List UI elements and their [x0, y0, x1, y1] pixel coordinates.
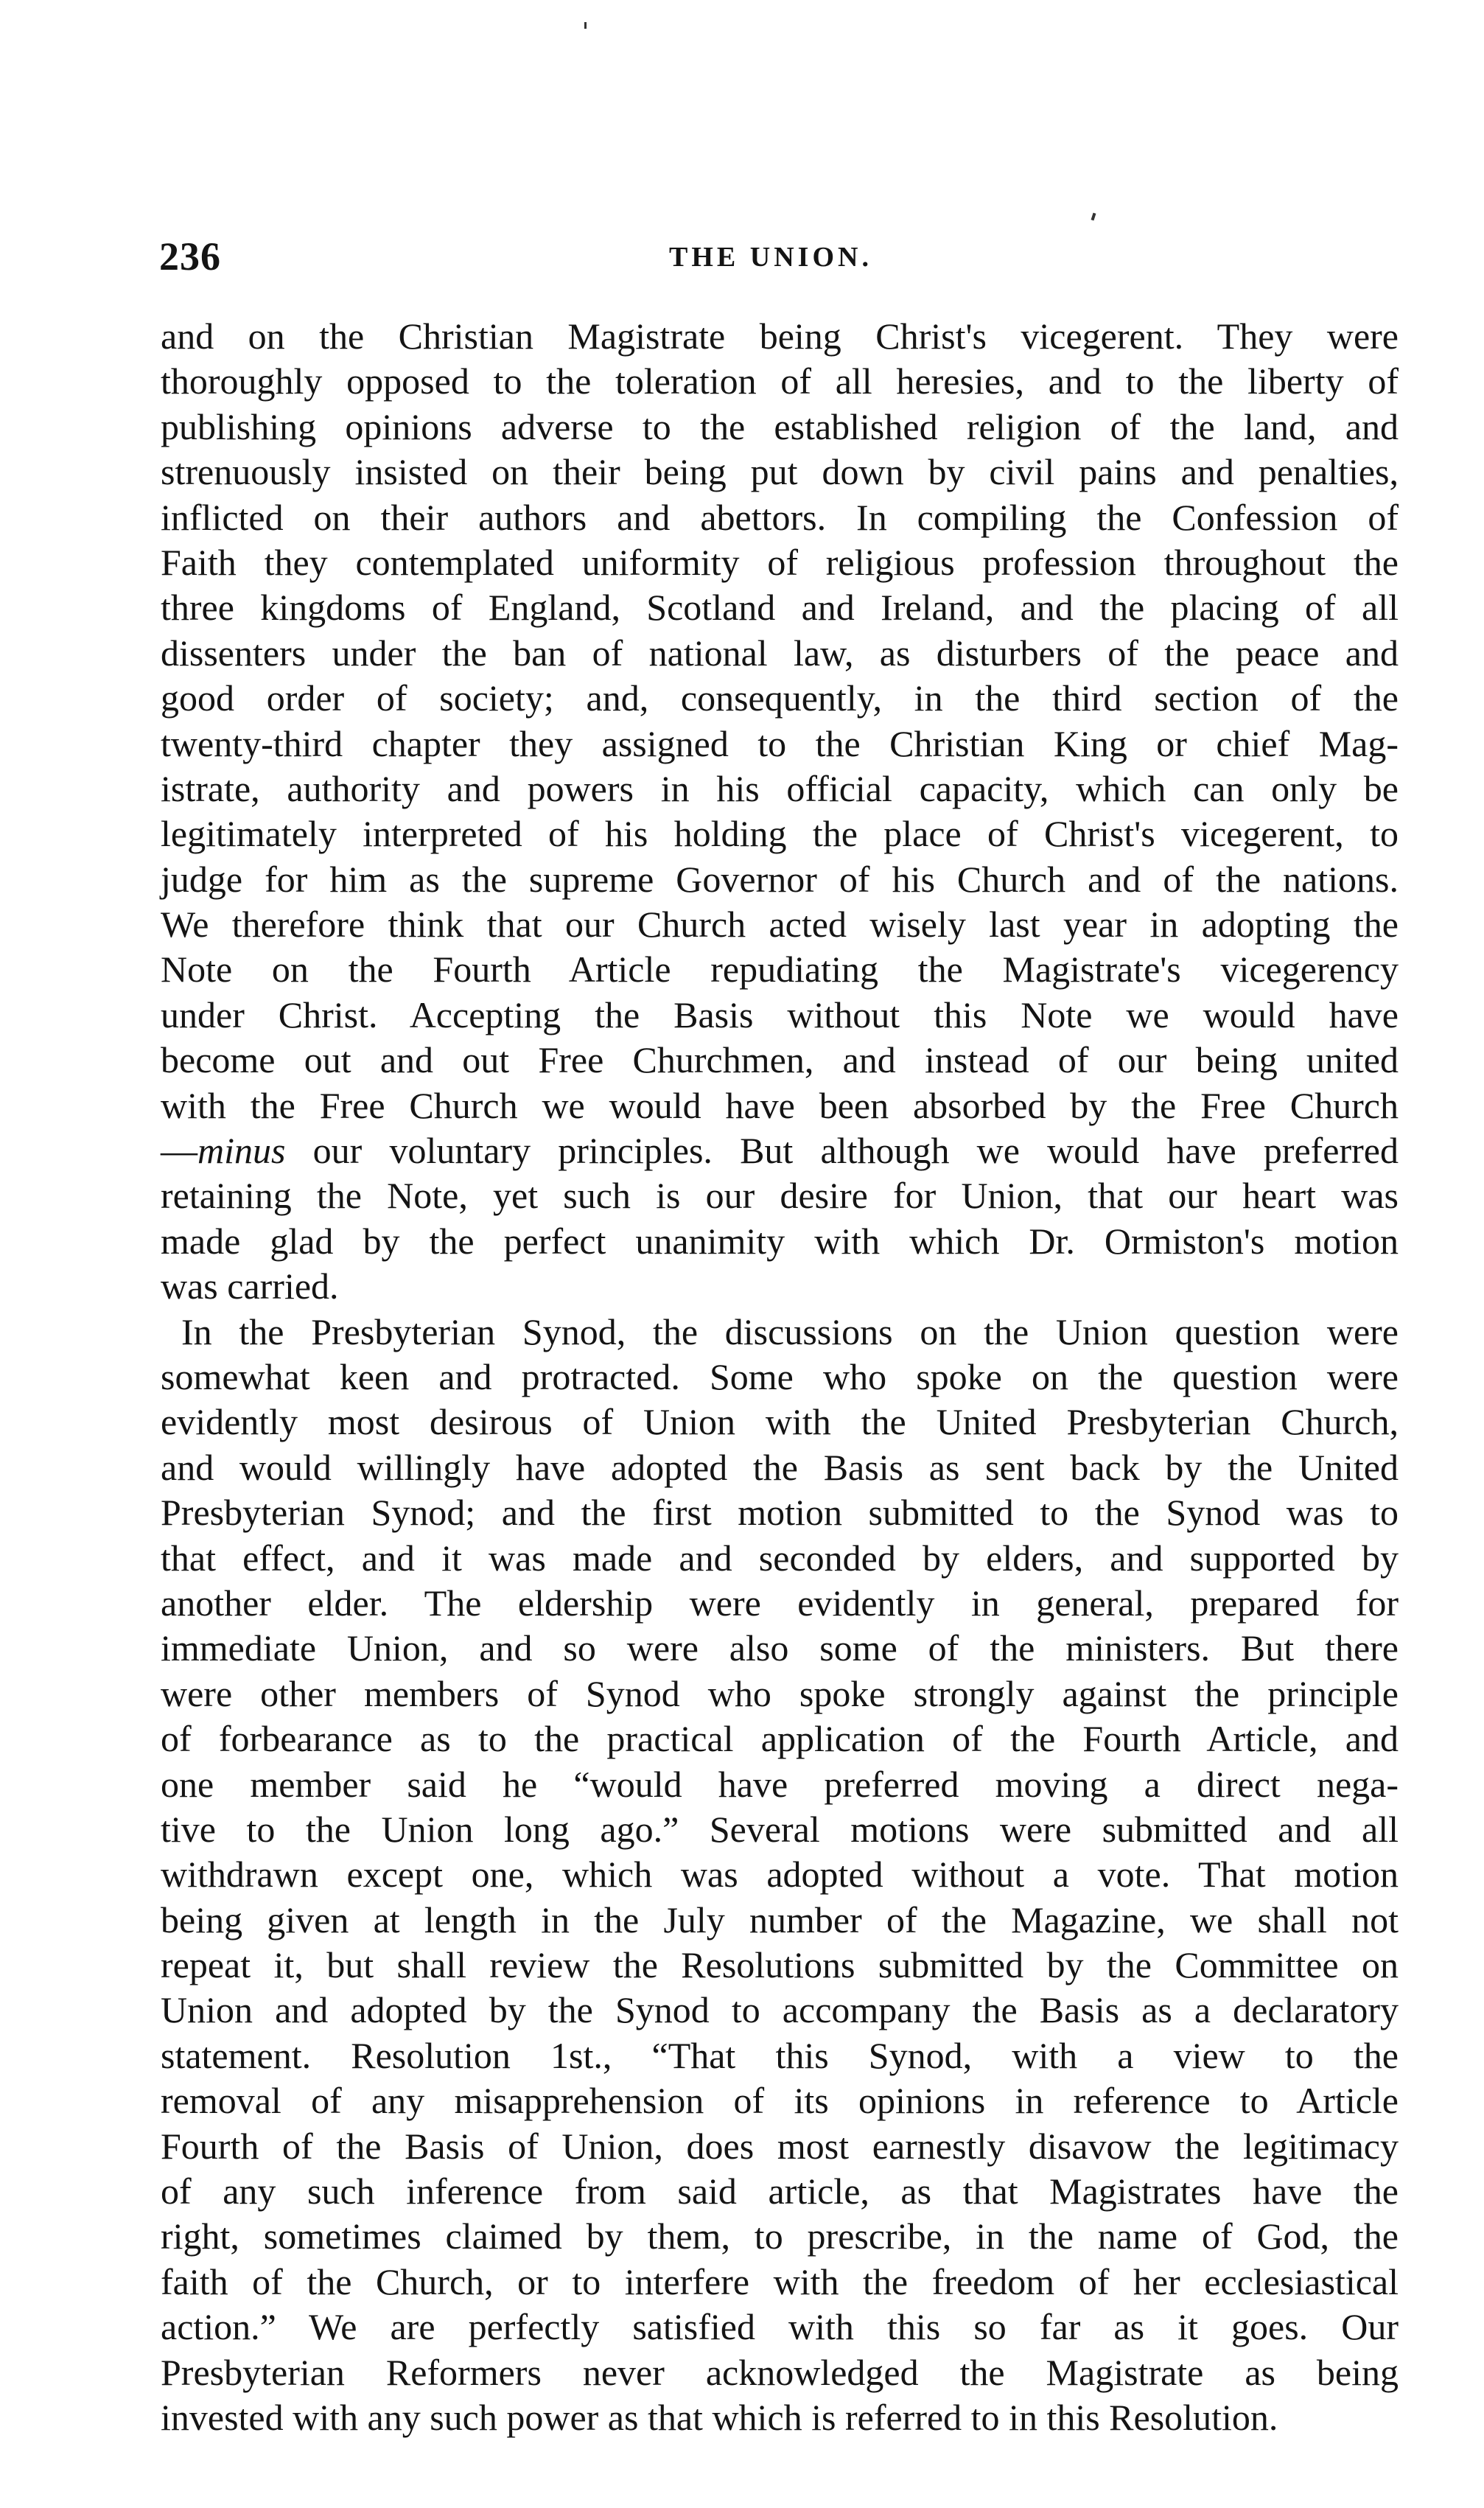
text-line: Union and adopted by the Synod to accompany the Basis as a declaratory: [161, 1989, 1399, 2031]
page-number: 236: [159, 234, 221, 279]
text-line: three kingdoms of England, Scotland and Ireland, and the placing of all: [161, 587, 1399, 629]
text-line: that effect, and it was made and seconded by elders, and supported by: [161, 1537, 1399, 1579]
running-title: THE UNION.: [669, 242, 872, 273]
text-line: —minus our voluntary principles. But although we would have preferred: [161, 1130, 1399, 1172]
text-line: removal of any misapprehension of its opinions in reference to Article: [161, 2080, 1399, 2122]
text-line: twenty-third chapter they assigned to the Christian King or chief Mag-: [161, 722, 1399, 764]
italic-word: minus: [197, 1130, 286, 1172]
text-line: strenuously insisted on their being put down by civil pains and penalties,: [161, 451, 1399, 493]
text-line: Faith they contemplated uniformity of religious profession throughout the: [161, 541, 1399, 583]
text-line: In the Presbyterian Synod, the discussions on the Union question were: [181, 1310, 1399, 1352]
text-line: thoroughly opposed to the toleration of all heresies, and to the liberty of: [161, 360, 1399, 402]
paragraph: [161, 314, 1399, 1310]
text-line: of forbearance as to the practical application of the Fourth Article, and: [161, 1718, 1399, 1760]
text-line: right, sometimes claimed by them, to prescribe, in the name of God, the: [161, 2215, 1399, 2257]
text-line: evidently most desirous of Union with the United Presbyterian Church,: [161, 1401, 1399, 1443]
text-line: publishing opinions adverse to the established religion of the land, and: [161, 405, 1399, 447]
text-line: legitimately interpreted of his holding the place of Christ's vicegerent, to: [161, 813, 1399, 855]
text-line: withdrawn except one, which was adopted without a vote. That motion: [161, 1854, 1399, 1896]
text-line: become out and out Free Churchmen, and instead of our being united: [161, 1039, 1399, 1081]
speck-mark: [1091, 213, 1096, 221]
text-line: repeat it, but shall review the Resolutions submitted by the Committee on: [161, 1944, 1399, 1986]
text-line: immediate Union, and so were also some of the ministers. But there: [161, 1627, 1399, 1669]
text-line: Note on the Fourth Article repudiating the Magistrate's vicegerency: [161, 949, 1399, 991]
speck-mark: [584, 22, 587, 29]
text-line: made glad by the perfect unanimity with which Dr. Ormiston's motion: [161, 1220, 1399, 1262]
text-line: under Christ. Accepting the Basis without this Note we would have: [161, 993, 1399, 1035]
text-line: and would willingly have adopted the Basis as sent back by the United: [161, 1446, 1399, 1488]
text-line: being given at length in the July number of the Magazine, we shall not: [161, 1899, 1399, 1941]
text-line: statement. Resolution 1st., “That this Synod, with a view to the: [161, 2034, 1399, 2076]
text-line: another elder. The eldership were evidently in general, prepared for: [161, 1582, 1399, 1624]
text-line: with the Free Church we would have been absorbed by the Free Church: [161, 1084, 1399, 1126]
text-line: and on the Christian Magistrate being Christ's vicegerent. They were: [161, 315, 1399, 357]
text-line: were other members of Synod who spoke strongly against the principle: [161, 1672, 1399, 1714]
text-line: dissenters under the ban of national law, as disturbers of the peace and: [161, 632, 1399, 674]
text-line: retaining the Note, yet such is our desire for Union, that our heart was: [161, 1175, 1399, 1217]
text-line: judge for him as the supreme Governor of his Church and of the nations.: [161, 858, 1399, 900]
text-line: of any such inference from said article, as that Magistrates have the: [161, 2170, 1399, 2212]
text-line: one member said he “would have preferred moving a direct nega-: [161, 1763, 1399, 1805]
paragraph: [161, 1310, 1399, 2441]
text-line: somewhat keen and protracted. Some who spoke on the question were: [161, 1355, 1399, 1397]
text-line: Fourth of the Basis of Union, does most earnestly disavow the legitimacy: [161, 2125, 1399, 2167]
text-line: inflicted on their authors and abettors. In compiling the Confession of: [161, 496, 1399, 538]
text-line: was carried.: [161, 1265, 339, 1307]
text-line: faith of the Church, or to interfere with the freedom of her ecclesiastical: [161, 2260, 1399, 2302]
text-line: good order of society; and, consequently, in the third section of the: [161, 677, 1399, 719]
text-line: We therefore think that our Church acted wisely last year in adopting the: [161, 904, 1399, 946]
text-line: tive to the Union long ago.” Several motions were submitted and all: [161, 1808, 1399, 1850]
text-line: istrate, authority and powers in his official capacity, which can only be: [161, 767, 1399, 809]
text-line: Presbyterian Reformers never acknowledged the Magistrate as being: [161, 2351, 1399, 2393]
text-line: Presbyterian Synod; and the first motion submitted to the Synod was to: [161, 1492, 1399, 1534]
text-line: action.” We are perfectly satisfied with this so far as it goes. Our: [161, 2306, 1399, 2348]
page-header: [152, 234, 1390, 279]
body-text: [161, 314, 1399, 2440]
text-line: invested with any such power as that which is referred to in this Resolution.: [161, 2396, 1278, 2438]
